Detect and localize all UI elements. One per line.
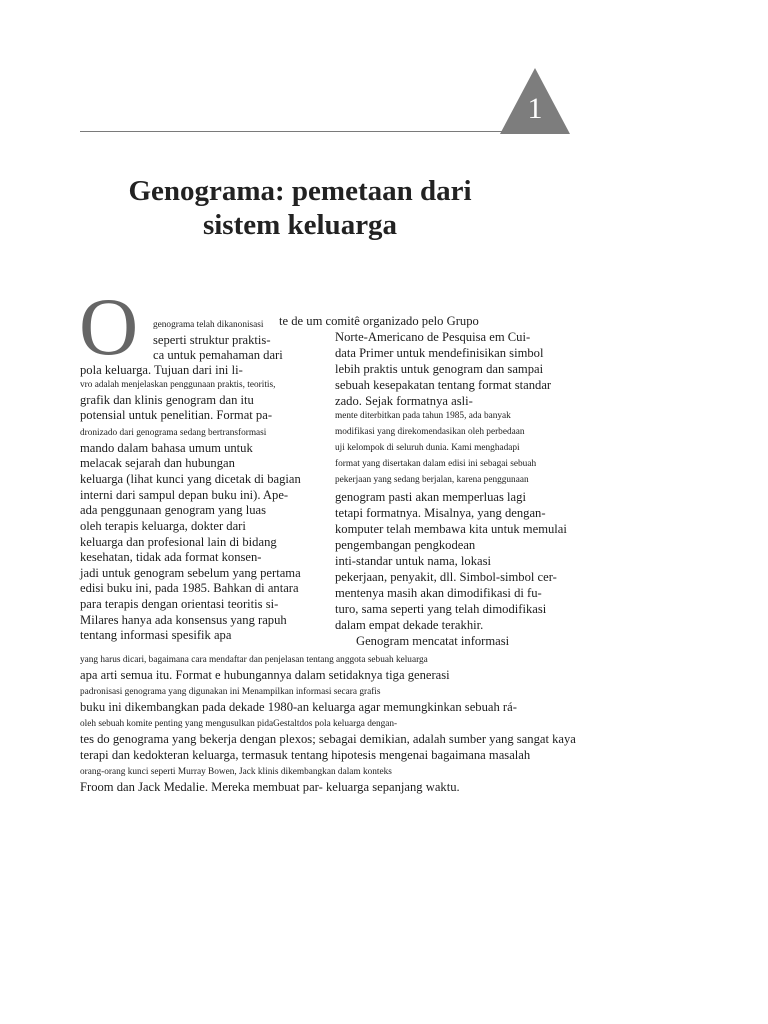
- text-line: format yang disertakan dalam edisi ini sebagai sebuah: [335, 459, 537, 469]
- text-line: tetapi formatnya. Misalnya, yang dengan-: [335, 506, 546, 520]
- text-line: pola keluarga. Tujuan dari ini li-: [80, 363, 243, 377]
- text-line: interni dari sampul depan buku ini). Ape-: [80, 488, 289, 502]
- text-line: oleh sebuah komite penting yang mengusulkan pidaGestaltdos pola keluarga dengan-: [80, 719, 398, 729]
- text-line: te de um comitê organizado pelo Grupo: [279, 314, 479, 328]
- text-line: ada penggunaan genogram yang luas: [80, 503, 267, 517]
- text-line: apa arti semua itu. Format e hubungannya dalam setidaknya tiga generasi: [80, 668, 450, 682]
- chapter-title: [80, 174, 520, 242]
- text-line: tentang informasi spesifik apa: [80, 628, 232, 642]
- text-line: sebuah kesepakatan tentang format standar: [335, 378, 552, 392]
- text-line: terapi dan kedokteran keluarga, termasuk tentang hipotesis mengenai bagaimana masalah: [80, 748, 531, 762]
- text-line: grafik dan klinis genogram dan itu: [80, 393, 254, 407]
- text-line: keluarga (lihat kunci yang dicetak di bagian: [80, 472, 301, 486]
- text-line: modifikasi yang direkomendasikan oleh perbedaan: [335, 427, 525, 437]
- text-line: dronizado dari genograma sedang bertransformasi: [80, 428, 267, 438]
- text-line: ca untuk pemahaman dari: [153, 348, 283, 362]
- text-line: dalam empat dekade terakhir.: [335, 618, 484, 632]
- text-line: potensial untuk penelitian. Format pa-: [80, 408, 273, 422]
- text-line: pekerjaan yang sedang berjalan, karena penggunaan: [335, 475, 529, 485]
- text-line: melacak sejarah dan hubungan: [80, 456, 235, 470]
- chapter-title-line: sistem keluarga: [202, 209, 398, 241]
- text-line: genograma telah dikanonisasi: [153, 320, 264, 330]
- text-line: keluarga dan profesional lain di bidang: [80, 535, 277, 549]
- text-line: lebih praktis untuk genogram dan sampai: [335, 362, 544, 376]
- text-line: orang-orang kunci seperti Murray Bowen, Jack klinis dikembangkan dalam konteks: [80, 767, 392, 777]
- text-line: seperti struktur praktis-: [153, 333, 271, 347]
- text-line: Norte-Americano de Pesquisa em Cui-: [335, 330, 531, 344]
- text-line: Genogram mencatat informasi: [356, 634, 510, 648]
- text-line: mando dalam bahasa umum untuk: [80, 441, 253, 455]
- header-rule: [80, 131, 510, 132]
- text-line: inti-standar untuk nama, lokasi: [335, 554, 491, 568]
- text-line: data Primer untuk mendefinisikan simbol: [335, 346, 544, 360]
- text-line: para terapis dengan orientasi teoritis si-: [80, 597, 279, 611]
- drop-cap: O: [79, 281, 139, 372]
- chapter-badge: [500, 68, 570, 134]
- text-line: jadi untuk genogram sebelum yang pertama: [80, 566, 301, 580]
- text-line: genogram pasti akan memperluas lagi: [335, 490, 526, 504]
- text-line: vro adalah menjelaskan penggunaan praktis, teoritis,: [80, 380, 276, 390]
- text-line: pengembangan pengkodean: [335, 538, 476, 552]
- text-line: uji kelompok di seluruh dunia. Kami menghadapi: [335, 443, 520, 453]
- text-line: zado. Sejak formatnya asli-: [335, 394, 473, 408]
- text-line: mentenya masih akan dimodifikasi di fu-: [335, 586, 542, 600]
- text-line: mente diterbitkan pada tahun 1985, ada banyak: [335, 411, 511, 421]
- text-line: pekerjaan, penyakit, dll. Simbol-simbol cer-: [335, 570, 557, 584]
- chapter-title-line: Genograma: pemetaan dari: [128, 175, 472, 207]
- text-line: Milares hanya ada konsensus yang rapuh: [80, 613, 287, 627]
- text-line: Froom dan Jack Medalie. Mereka membuat par- keluarga sepanjang waktu.: [80, 780, 460, 794]
- text-line: yang harus dicari, bagaimana cara mendaftar dan penjelasan tentang anggota sebuah keluarga: [80, 655, 428, 665]
- text-line: kesehatan, tidak ada format konsen-: [80, 550, 262, 564]
- text-line: tes do genograma yang bekerja dengan plexos; sebagai demikian, adalah sumber yang sangat kaya: [80, 732, 576, 746]
- text-line: komputer telah membawa kita untuk memulai: [335, 522, 567, 536]
- text-line: turo, sama seperti yang telah dimodifikasi: [335, 602, 547, 616]
- text-line: buku ini dikembangkan pada dekade 1980-an keluarga agar memungkinkan sebuah rá-: [80, 700, 517, 714]
- chapter-number: 1: [527, 92, 543, 125]
- text-line: edisi buku ini, pada 1985. Bahkan di antara: [80, 581, 299, 595]
- text-line: oleh terapis keluarga, dokter dari: [80, 519, 246, 533]
- text-line: padronisasi genograma yang digunakan ini Menampilkan informasi secara grafis: [80, 687, 381, 697]
